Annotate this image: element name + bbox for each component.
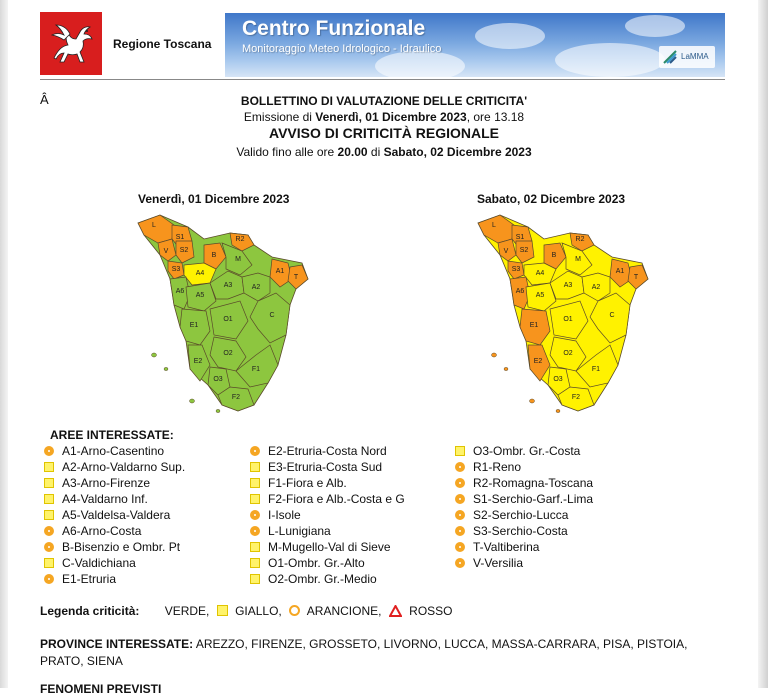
area-label: E2-Etruria-Costa Nord [268, 444, 387, 458]
orange-circle-icon [250, 526, 260, 536]
area-item [250, 539, 405, 555]
next-section-heading: FENOMENI PREVISTI [40, 682, 162, 696]
red-triangle-icon [389, 605, 402, 617]
area-label: A3-Arno-Firenze [62, 476, 151, 490]
yellow-square-icon [250, 494, 260, 504]
orange-circle-icon [289, 605, 300, 616]
zone-label-s1: S1 [515, 234, 525, 241]
area-item [455, 555, 593, 571]
zone-label-e1: E1 [529, 322, 539, 329]
zone-label-e2: E2 [533, 358, 543, 365]
zone-label-f2: F2 [571, 394, 581, 401]
area-label: O1-Ombr. Gr.-Alto [268, 556, 365, 570]
area-item [44, 443, 185, 459]
banner-subtitle: Monitoraggio Meteo Idrologico - Idraulico [242, 43, 442, 55]
zone-label-a6: A6 [175, 288, 185, 295]
area-item [44, 539, 185, 555]
island-shape [504, 367, 508, 370]
zone-label-s3: S3 [511, 266, 521, 273]
stray-character: Â [40, 92, 49, 107]
yellow-square-icon [44, 494, 54, 504]
area-item [250, 523, 405, 539]
lamma-logo-icon [662, 49, 678, 65]
area-label: O2-Ombr. Gr.-Medio [268, 572, 377, 586]
areas-heading: AREE INTERESSATE: [50, 428, 174, 442]
zone-label-c: C [609, 312, 615, 319]
area-item [250, 475, 405, 491]
legend-orange: ARANCIONE, [306, 604, 382, 618]
zone-label-a4: A4 [535, 270, 545, 277]
orange-circle-icon [455, 542, 465, 552]
zone-label-f1: F1 [251, 366, 261, 373]
area-item [455, 523, 593, 539]
area-item [44, 507, 185, 523]
map-day2-title: Sabato, 02 Dicembre 2023 [477, 192, 626, 206]
area-item [250, 571, 405, 587]
orange-circle-icon [455, 558, 465, 568]
zone-label-v: V [163, 248, 169, 255]
area-item [250, 459, 405, 475]
region-name: Regione Toscana [113, 37, 212, 51]
area-label: L-Lunigiana [268, 524, 331, 538]
area-item [250, 443, 405, 459]
zone-label-l: L [492, 222, 496, 229]
legend-label: Legenda criticità: [40, 604, 140, 618]
yellow-square-icon [455, 446, 465, 456]
orange-circle-icon [44, 446, 54, 456]
yellow-square-icon [44, 510, 54, 520]
zone-label-f1: F1 [591, 366, 601, 373]
areas-column-1 [44, 443, 185, 587]
zone-label-s1: S1 [175, 234, 185, 241]
area-label: E1-Etruria [62, 572, 117, 586]
zone-label-a3: A3 [223, 282, 233, 289]
provinces-label: PROVINCE INTERESSATE: [40, 637, 194, 651]
area-item [44, 459, 185, 475]
area-item [44, 491, 185, 507]
zone-label-t: T [633, 274, 639, 281]
yellow-square-icon [250, 462, 260, 472]
zone-label-v: V [503, 248, 509, 255]
zone-label-b: B [211, 252, 217, 259]
area-label: A1-Arno-Casentino [62, 444, 165, 458]
island-shape [216, 409, 220, 412]
island-shape [190, 399, 195, 403]
zone-label-m: M [235, 256, 241, 263]
orange-circle-icon [455, 510, 465, 520]
zone-label-a3: A3 [563, 282, 573, 289]
zone-label-c: C [269, 312, 275, 319]
area-label: B-Bisenzio e Ombr. Pt [62, 540, 181, 554]
orange-circle-icon [455, 478, 465, 488]
map-day1-title: Venerdì, 01 Dicembre 2023 [138, 192, 290, 206]
map-day1 [130, 205, 310, 415]
yellow-square-icon [250, 558, 260, 568]
island-shape [530, 399, 535, 403]
map-day2 [470, 205, 650, 415]
zone-label-e1: E1 [189, 322, 199, 329]
area-item [44, 475, 185, 491]
area-label: S2-Serchio-Lucca [473, 508, 569, 522]
orange-circle-icon [455, 526, 465, 536]
orange-circle-icon [44, 542, 54, 552]
provinces-line [40, 636, 730, 670]
area-item [455, 491, 593, 507]
legend-red: ROSSO [409, 604, 453, 618]
provinces-list: AREZZO, FIRENZE, GROSSETO, LIVORNO, LUCCA, MASSA-CARRARA, PISA, PISTOIA, PRATO, SIENA [40, 637, 688, 668]
legend-green: VERDE, [164, 604, 210, 618]
zone-label-t: T [293, 274, 299, 281]
area-label: R1-Reno [473, 460, 522, 474]
area-item [455, 539, 593, 555]
zone-label-s2: S2 [519, 247, 529, 254]
yellow-square-icon [44, 558, 54, 568]
island-shape [556, 409, 560, 412]
area-item [250, 491, 405, 507]
island-shape [164, 367, 168, 370]
orange-circle-icon [44, 526, 54, 536]
regione-toscana-logo [40, 12, 102, 75]
zone-label-l: L [152, 222, 156, 229]
orange-circle-icon [44, 574, 54, 584]
tuscany-zone-map [130, 205, 310, 415]
zone-label-a1: A1 [615, 268, 625, 275]
zone-label-b: B [551, 252, 557, 259]
zone-label-o2: O2 [223, 350, 233, 357]
zone-label-a2: A2 [591, 284, 601, 291]
island-shape [492, 353, 497, 357]
orange-circle-icon [455, 494, 465, 504]
zone-label-o3: O3 [553, 376, 563, 383]
area-item [44, 523, 185, 539]
tuscany-zone-map [470, 205, 650, 415]
validity-line: Valido fino alle ore 20.00 di Sabato, 02 Dicembre 2023 [236, 145, 532, 159]
area-label: E3-Etruria-Costa Sud [268, 460, 383, 474]
area-item [44, 571, 185, 587]
areas-column-2 [250, 443, 405, 587]
notice-title: AVVISO DI CRITICITÀ REGIONALE [269, 125, 499, 141]
areas-column-3 [455, 443, 593, 571]
zone-label-a4: A4 [195, 270, 205, 277]
zone-label-o1: O1 [563, 316, 573, 323]
yellow-square-icon [250, 542, 260, 552]
area-item [455, 459, 593, 475]
zone-label-o2: O2 [563, 350, 573, 357]
orange-circle-icon [455, 462, 465, 472]
yellow-square-icon [44, 462, 54, 472]
area-label: O3-Ombr. Gr.-Costa [473, 444, 581, 458]
zone-label-e2: E2 [193, 358, 203, 365]
area-label: T-Valtiberina [473, 540, 540, 554]
area-label: F2-Fiora e Alb.-Costa e G [268, 492, 405, 506]
emission-line: Emissione di Venerdì, 01 Dicembre 2023, ore 13.18 [243, 110, 525, 124]
area-label: C-Valdichiana [62, 556, 136, 570]
zone-label-o1: O1 [223, 316, 233, 323]
zone-label-o3: O3 [213, 376, 223, 383]
zone-label-r2: R2 [575, 236, 585, 243]
area-label: I-Isole [268, 508, 301, 522]
area-item [44, 555, 185, 571]
area-item [455, 507, 593, 523]
orange-circle-icon [250, 510, 260, 520]
yellow-square-icon [44, 478, 54, 488]
area-item [455, 443, 593, 459]
zone-label-a5: A5 [195, 292, 205, 299]
zone-label-m: M [575, 256, 581, 263]
area-item [250, 555, 405, 571]
bulletin-title: BOLLETTINO DI VALUTAZIONE DELLE CRITICITA' [240, 94, 528, 108]
island-shape [152, 353, 157, 357]
area-label: S3-Serchio-Costa [473, 524, 568, 538]
zone-label-r2: R2 [235, 236, 245, 243]
zone-label-a2: A2 [251, 284, 261, 291]
lamma-logo-text: LaMMA [681, 52, 709, 61]
area-item [250, 507, 405, 523]
yellow-square-icon [217, 605, 228, 616]
area-label: A2-Arno-Valdarno Sup. [62, 460, 186, 474]
area-label: F1-Fiora e Alb. [268, 476, 347, 490]
area-label: S1-Serchio-Garf.-Lima [473, 492, 594, 506]
pegasus-icon [40, 12, 102, 75]
banner-title: Centro Funzionale [242, 17, 426, 40]
area-label: A5-Valdelsa-Valdera [62, 508, 171, 522]
yellow-square-icon [250, 574, 260, 584]
criticality-legend [40, 604, 453, 618]
area-label: M-Mugello-Val di Sieve [268, 540, 391, 554]
area-label: A4-Valdarno Inf. [62, 492, 148, 506]
legend-yellow: GIALLO, [235, 604, 282, 618]
zone-label-f2: F2 [231, 394, 241, 401]
zone-label-a6: A6 [515, 288, 525, 295]
orange-circle-icon [250, 446, 260, 456]
zone-label-s2: S2 [179, 247, 189, 254]
area-item [455, 475, 593, 491]
centro-funzionale-banner [225, 13, 725, 77]
yellow-square-icon [250, 478, 260, 488]
area-label: A6-Arno-Costa [62, 524, 142, 538]
zone-label-s3: S3 [171, 266, 181, 273]
header-divider [40, 79, 725, 80]
area-label: R2-Romagna-Toscana [473, 476, 594, 490]
zone-label-a1: A1 [275, 268, 285, 275]
area-label: V-Versilia [473, 556, 524, 570]
zone-label-a5: A5 [535, 292, 545, 299]
lamma-logo [659, 46, 715, 68]
